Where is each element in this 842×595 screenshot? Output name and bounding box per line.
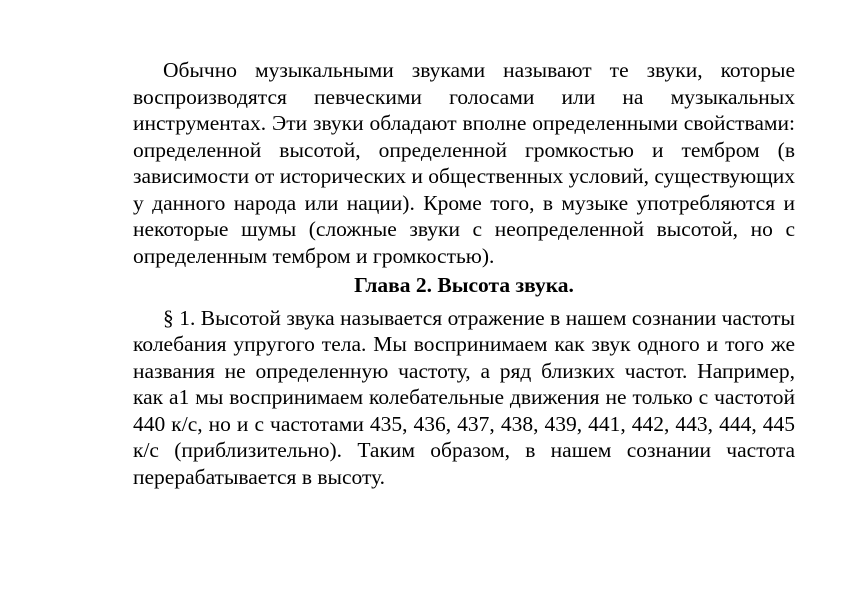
document-page [133, 57, 795, 490]
chapter-heading: Глава 2. Высота звука. [354, 273, 574, 297]
paragraph-intro: Обычно музыкальными звуками называют те звуки, которые воспроизводятся певческими голосами или на музыкальных инструментах. Эти звуки обладают вполне определенными свойствами: определенной высотой, определенной громкостью и тембром (в зависимости от исторических и общественных условий, существующих у данного народа или нации). Кроме того, в музыке употребляются и некоторые шумы (сложные звуки с неопределенной высотой, но с определенным тембром и громкостью). [133, 58, 795, 268]
paragraph-section-1: § 1. Высотой звука называется отражение в нашем сознании частоты колебания упругого тела. Мы воспринимаем как звук одного и того же названия не определенную частоту, а ряд близких частот. Например, как а1 мы воспринимаем колебательные движения не только с частотой 440 к/с, но и с частотами 435, 436, 437, 438, 439, 441, 442, 443, 444, 445 к/с (приблизительно). Таким образом, в нашем сознании частота перерабатывается в высоту. [133, 305, 795, 489]
